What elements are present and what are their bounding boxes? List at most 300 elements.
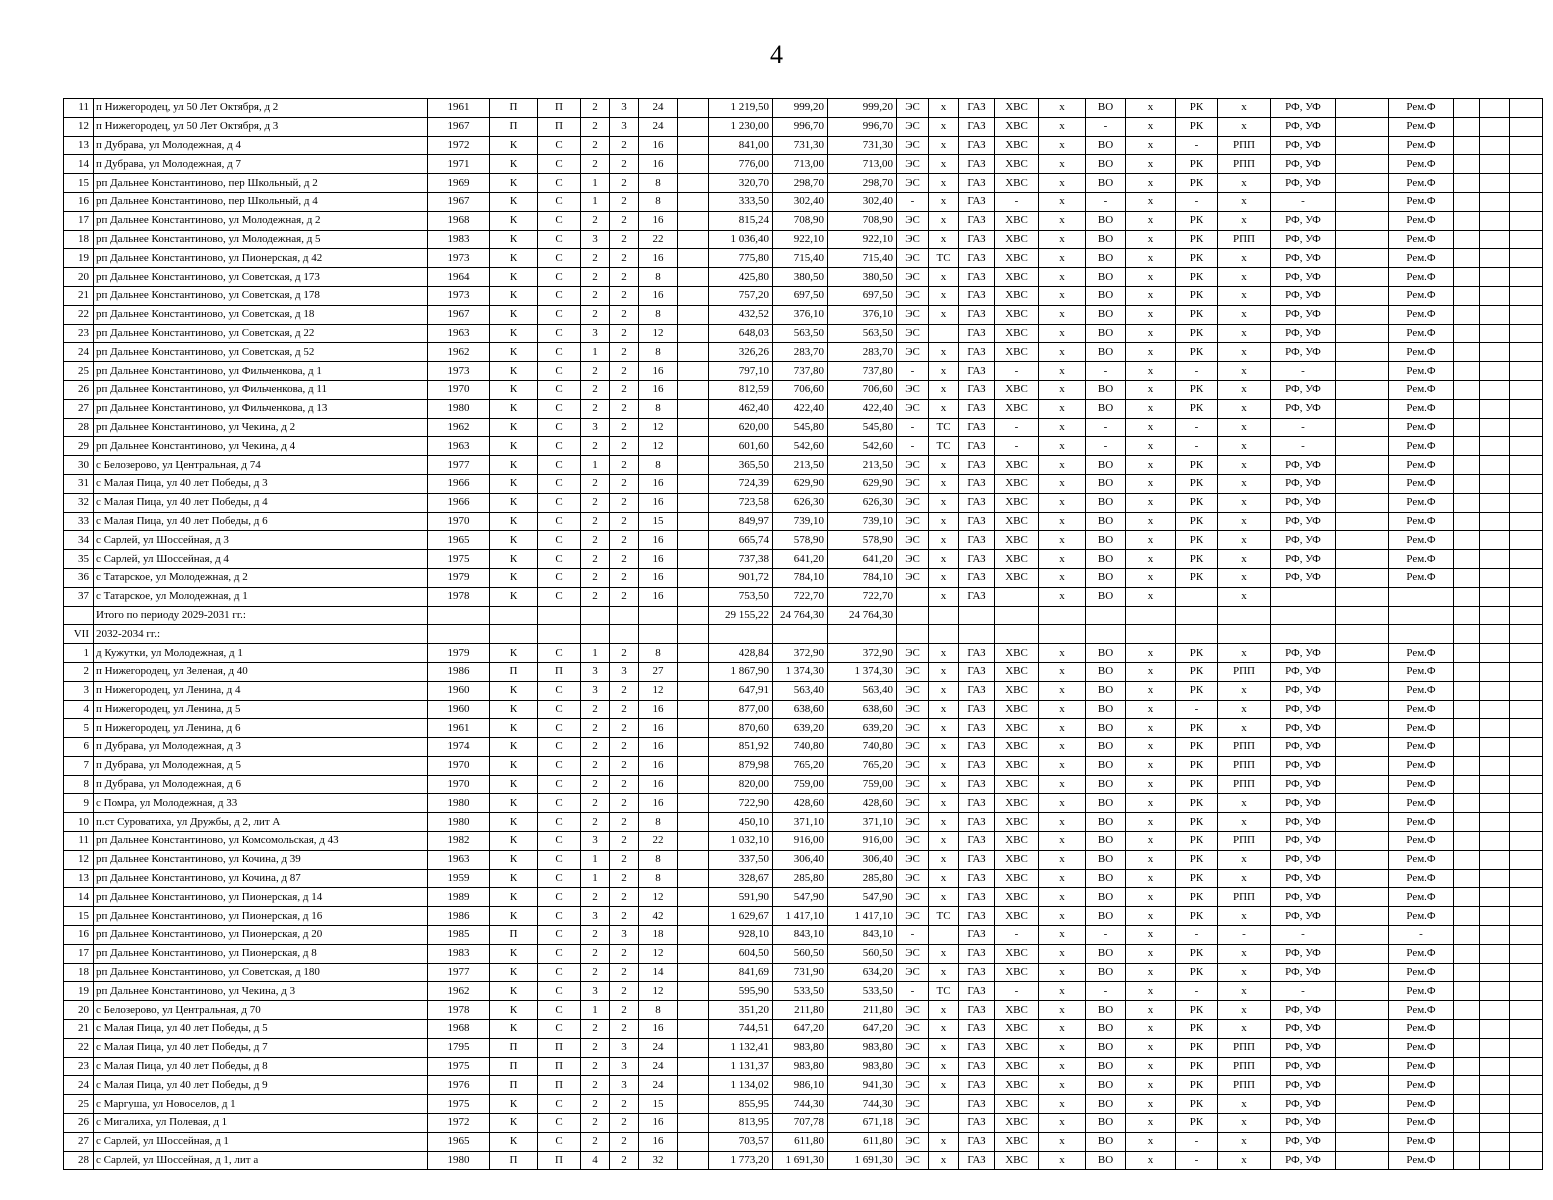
cell-e3	[1480, 606, 1510, 625]
cell-x2	[1126, 606, 1176, 625]
cell-addr: рп Дальнее Константиново, ул Чекина, д 4	[94, 437, 428, 456]
cell-rem: Рем.Ф	[1389, 362, 1454, 381]
cell-ts: x	[929, 1057, 959, 1076]
cell-area2: 1 691,30	[828, 1151, 897, 1170]
cell-roof: С	[538, 174, 581, 193]
cell-year: 1970	[428, 756, 490, 775]
cell-rf: РФ, УФ	[1271, 700, 1336, 719]
cell-rpp: x	[1218, 380, 1271, 399]
cell-x2: x	[1126, 756, 1176, 775]
cell-ts: ТС	[929, 437, 959, 456]
cell-es: ЭС	[897, 174, 929, 193]
cell-rf: -	[1271, 437, 1336, 456]
cell-x2: x	[1126, 211, 1176, 230]
cell-area2: 371,10	[828, 813, 897, 832]
cell-gaz: ГАЗ	[959, 963, 995, 982]
cell-wm: К	[490, 286, 538, 305]
cell-gvs: x	[1039, 982, 1086, 1001]
cell-area2: 542,60	[828, 437, 897, 456]
cell-blank	[678, 362, 709, 381]
cell-total: 1 134,02	[709, 1076, 773, 1095]
cell-vo: ВО	[1086, 775, 1126, 794]
cell-year: 1961	[428, 99, 490, 118]
cell-blank	[678, 794, 709, 813]
cell-wm: К	[490, 437, 538, 456]
cell-gaz: ГАЗ	[959, 512, 995, 531]
cell-e1	[1336, 531, 1389, 550]
cell-e3	[1480, 662, 1510, 681]
cell-blank	[678, 719, 709, 738]
cell-rk: РК	[1176, 888, 1218, 907]
cell-rf: РФ, УФ	[1271, 343, 1336, 362]
cell-ts: x	[929, 99, 959, 118]
cell-e4	[1510, 305, 1543, 324]
cell-fl: 2	[610, 286, 639, 305]
cell-e3	[1480, 343, 1510, 362]
cell-rpp: x	[1218, 305, 1271, 324]
cell-e2	[1454, 850, 1480, 869]
cell-total: 326,26	[709, 343, 773, 362]
cell-rem: Рем.Ф	[1389, 211, 1454, 230]
cell-es: ЭС	[897, 1132, 929, 1151]
cell-wm: К	[490, 832, 538, 851]
cell-year: 1983	[428, 944, 490, 963]
cell-es: ЭС	[897, 1057, 929, 1076]
cell-year: 1974	[428, 738, 490, 757]
cell-x2: x	[1126, 644, 1176, 663]
cell-es: ЭС	[897, 1020, 929, 1039]
cell-area2: 629,90	[828, 474, 897, 493]
cell-ent: 1	[581, 343, 610, 362]
cell-no: 15	[64, 907, 94, 926]
cell-e3	[1480, 437, 1510, 456]
cell-gvs: x	[1039, 474, 1086, 493]
cell-gvs: x	[1039, 850, 1086, 869]
cell-living: 371,10	[773, 813, 828, 832]
cell-apts	[639, 625, 678, 644]
cell-total: 901,72	[709, 568, 773, 587]
cell-e3	[1480, 1095, 1510, 1114]
cell-living: 1 691,30	[773, 1151, 828, 1170]
cell-area2: 283,70	[828, 343, 897, 362]
cell-rf: РФ, УФ	[1271, 662, 1336, 681]
cell-e3	[1480, 738, 1510, 757]
cell-rf: РФ, УФ	[1271, 155, 1336, 174]
cell-no: 18	[64, 963, 94, 982]
cell-ts: x	[929, 230, 959, 249]
cell-vo: ВО	[1086, 99, 1126, 118]
cell-e4	[1510, 174, 1543, 193]
cell-rpp: x	[1218, 174, 1271, 193]
cell-hvs	[995, 587, 1039, 606]
cell-hvs: ХВС	[995, 550, 1039, 569]
cell-e4	[1510, 362, 1543, 381]
cell-e3	[1480, 99, 1510, 118]
cell-total: 320,70	[709, 174, 773, 193]
cell-gvs: x	[1039, 1076, 1086, 1095]
cell-e1	[1336, 700, 1389, 719]
cell-wm: К	[490, 719, 538, 738]
cell-gvs: x	[1039, 192, 1086, 211]
cell-gaz: ГАЗ	[959, 286, 995, 305]
cell-es: ЭС	[897, 756, 929, 775]
cell-rk: РК	[1176, 775, 1218, 794]
cell-vo: ВО	[1086, 963, 1126, 982]
cell-rem: Рем.Ф	[1389, 813, 1454, 832]
cell-e2	[1454, 380, 1480, 399]
cell-rk	[1176, 606, 1218, 625]
cell-living: 647,20	[773, 1020, 828, 1039]
cell-year: 1962	[428, 982, 490, 1001]
cell-no: 12	[64, 117, 94, 136]
cell-rem: Рем.Ф	[1389, 550, 1454, 569]
cell-no: 6	[64, 738, 94, 757]
cell-rk: -	[1176, 982, 1218, 1001]
cell-apts: 16	[639, 550, 678, 569]
cell-gvs: x	[1039, 813, 1086, 832]
cell-x2: x	[1126, 380, 1176, 399]
table-row	[64, 587, 1543, 606]
cell-year: 1962	[428, 418, 490, 437]
cell-ts: x	[929, 719, 959, 738]
cell-blank	[678, 155, 709, 174]
cell-area2: 563,40	[828, 681, 897, 700]
cell-roof: С	[538, 850, 581, 869]
cell-living: 560,50	[773, 944, 828, 963]
cell-rpp: РПП	[1218, 832, 1271, 851]
cell-rk: -	[1176, 437, 1218, 456]
cell-rk: -	[1176, 700, 1218, 719]
cell-rk: РК	[1176, 907, 1218, 926]
cell-gaz: ГАЗ	[959, 738, 995, 757]
cell-e2	[1454, 324, 1480, 343]
table-row	[64, 775, 1543, 794]
cell-year: 1967	[428, 117, 490, 136]
cell-fl: 3	[610, 99, 639, 118]
cell-ts: x	[929, 512, 959, 531]
cell-hvs: ХВС	[995, 531, 1039, 550]
cell-ts: x	[929, 362, 959, 381]
cell-wm: К	[490, 174, 538, 193]
cell-x2: x	[1126, 192, 1176, 211]
cell-roof: С	[538, 418, 581, 437]
cell-e2	[1454, 456, 1480, 475]
cell-rf: РФ, УФ	[1271, 1132, 1336, 1151]
cell-gvs: x	[1039, 869, 1086, 888]
cell-year: 1980	[428, 1151, 490, 1170]
cell-gaz: ГАЗ	[959, 1001, 995, 1020]
cell-hvs: -	[995, 982, 1039, 1001]
cell-hvs: ХВС	[995, 832, 1039, 851]
cell-ent: 1	[581, 850, 610, 869]
cell-e2	[1454, 756, 1480, 775]
cell-rpp: x	[1218, 587, 1271, 606]
cell-area2: 715,40	[828, 249, 897, 268]
cell-total: 855,95	[709, 1095, 773, 1114]
cell-gvs: x	[1039, 305, 1086, 324]
cell-addr: рп Дальнее Константиново, ул Молодежная, д 2	[94, 211, 428, 230]
cell-ent: 2	[581, 512, 610, 531]
cell-roof: С	[538, 926, 581, 945]
cell-e2	[1454, 512, 1480, 531]
cell-e2	[1454, 926, 1480, 945]
cell-gaz: ГАЗ	[959, 944, 995, 963]
cell-roof	[538, 606, 581, 625]
cell-fl: 2	[610, 211, 639, 230]
cell-e3	[1480, 587, 1510, 606]
cell-roof: С	[538, 1001, 581, 1020]
cell-area2: 706,60	[828, 380, 897, 399]
cell-es: ЭС	[897, 738, 929, 757]
cell-e3	[1480, 756, 1510, 775]
cell-gvs: x	[1039, 155, 1086, 174]
cell-ent: 2	[581, 99, 610, 118]
cell-living: 563,50	[773, 324, 828, 343]
cell-gaz	[959, 606, 995, 625]
cell-es: -	[897, 982, 929, 1001]
cell-roof: С	[538, 644, 581, 663]
cell-ts: x	[929, 662, 959, 681]
cell-rpp: РПП	[1218, 1057, 1271, 1076]
cell-x2: x	[1126, 719, 1176, 738]
cell-rk: РК	[1176, 681, 1218, 700]
cell-roof: П	[538, 99, 581, 118]
cell-gvs	[1039, 625, 1086, 644]
cell-rf: РФ, УФ	[1271, 286, 1336, 305]
cell-year	[428, 606, 490, 625]
table-row	[64, 738, 1543, 757]
cell-gaz: ГАЗ	[959, 136, 995, 155]
cell-gaz: ГАЗ	[959, 174, 995, 193]
cell-addr: п Дубрава, ул Молодежная, д 4	[94, 136, 428, 155]
cell-rem: Рем.Ф	[1389, 869, 1454, 888]
cell-ent: 2	[581, 211, 610, 230]
cell-wm: К	[490, 512, 538, 531]
cell-no: 7	[64, 756, 94, 775]
cell-hvs: -	[995, 437, 1039, 456]
cell-e4	[1510, 944, 1543, 963]
cell-x2	[1126, 625, 1176, 644]
cell-gaz: ГАЗ	[959, 1057, 995, 1076]
cell-rpp: x	[1218, 362, 1271, 381]
cell-e3	[1480, 625, 1510, 644]
cell-rpp: x	[1218, 249, 1271, 268]
cell-addr: рп Дальнее Константиново, ул Фильченкова, д 11	[94, 380, 428, 399]
cell-total: 591,90	[709, 888, 773, 907]
cell-fl: 2	[610, 305, 639, 324]
cell-rpp: x	[1218, 719, 1271, 738]
cell-hvs	[995, 606, 1039, 625]
cell-ent: 2	[581, 1114, 610, 1133]
cell-rpp: x	[1218, 1020, 1271, 1039]
cell-rem: Рем.Ф	[1389, 155, 1454, 174]
cell-ts: x	[929, 794, 959, 813]
cell-no: 15	[64, 174, 94, 193]
cell-e3	[1480, 1001, 1510, 1020]
cell-gvs: x	[1039, 550, 1086, 569]
cell-gaz: ГАЗ	[959, 1076, 995, 1095]
cell-gvs: x	[1039, 249, 1086, 268]
cell-gvs: x	[1039, 286, 1086, 305]
cell-e2	[1454, 1057, 1480, 1076]
cell-gaz: ГАЗ	[959, 550, 995, 569]
cell-e1	[1336, 775, 1389, 794]
cell-es: ЭС	[897, 907, 929, 926]
cell-addr: рп Дальнее Константиново, ул Фильченкова, д 1	[94, 362, 428, 381]
cell-ts: x	[929, 1020, 959, 1039]
cell-e4	[1510, 493, 1543, 512]
cell-hvs: ХВС	[995, 493, 1039, 512]
table-row	[64, 1095, 1543, 1114]
cell-e1	[1336, 1038, 1389, 1057]
cell-fl: 2	[610, 324, 639, 343]
cell-e2	[1454, 888, 1480, 907]
cell-rf: РФ, УФ	[1271, 174, 1336, 193]
table-row	[64, 963, 1543, 982]
cell-living: 542,60	[773, 437, 828, 456]
cell-apts: 8	[639, 268, 678, 287]
cell-e2	[1454, 117, 1480, 136]
cell-rem: Рем.Ф	[1389, 117, 1454, 136]
cell-no: 11	[64, 832, 94, 851]
cell-e1	[1336, 813, 1389, 832]
cell-hvs: ХВС	[995, 1095, 1039, 1114]
cell-gvs: x	[1039, 343, 1086, 362]
cell-total: 724,39	[709, 474, 773, 493]
cell-e4	[1510, 230, 1543, 249]
cell-e4	[1510, 681, 1543, 700]
cell-wm: К	[490, 700, 538, 719]
cell-e4	[1510, 775, 1543, 794]
cell-e2	[1454, 343, 1480, 362]
cell-area2: 744,30	[828, 1095, 897, 1114]
cell-no: 19	[64, 982, 94, 1001]
cell-hvs: ХВС	[995, 963, 1039, 982]
cell-year: 1968	[428, 211, 490, 230]
cell-blank	[678, 211, 709, 230]
cell-e1	[1336, 211, 1389, 230]
cell-fl: 3	[610, 1057, 639, 1076]
cell-blank	[678, 982, 709, 1001]
cell-year	[428, 625, 490, 644]
cell-fl: 3	[610, 1076, 639, 1095]
cell-e2	[1454, 531, 1480, 550]
cell-rpp: x	[1218, 456, 1271, 475]
cell-rk: РК	[1176, 738, 1218, 757]
cell-addr: рп Дальнее Константиново, ул Кочина, д 87	[94, 869, 428, 888]
cell-rf: РФ, УФ	[1271, 1076, 1336, 1095]
cell-es: ЭС	[897, 324, 929, 343]
cell-x2: x	[1126, 982, 1176, 1001]
cell-addr: с Татарское, ул Молодежная, д 2	[94, 568, 428, 587]
cell-ent: 3	[581, 230, 610, 249]
cell-addr: с Малая Пица, ул 40 лет Победы, д 3	[94, 474, 428, 493]
cell-fl	[610, 625, 639, 644]
table-row	[64, 1001, 1543, 1020]
cell-area2: 545,80	[828, 418, 897, 437]
cell-total: 928,10	[709, 926, 773, 945]
cell-no: 13	[64, 136, 94, 155]
table-row	[64, 1020, 1543, 1039]
cell-year: 1960	[428, 700, 490, 719]
cell-addr: п Дубрава, ул Молодежная, д 3	[94, 738, 428, 757]
cell-living: 996,70	[773, 117, 828, 136]
cell-e1	[1336, 568, 1389, 587]
cell-rk: РК	[1176, 662, 1218, 681]
cell-addr: рп Дальнее Константиново, ул Советская, д 22	[94, 324, 428, 343]
cell-total: 841,69	[709, 963, 773, 982]
cell-gvs: x	[1039, 324, 1086, 343]
cell-wm: К	[490, 550, 538, 569]
cell-roof: С	[538, 963, 581, 982]
cell-es: ЭС	[897, 305, 929, 324]
cell-no: 34	[64, 531, 94, 550]
cell-rem: Рем.Ф	[1389, 1151, 1454, 1170]
cell-gvs: x	[1039, 719, 1086, 738]
cell-gvs: x	[1039, 136, 1086, 155]
cell-apts: 12	[639, 437, 678, 456]
cell-fl: 2	[610, 155, 639, 174]
cell-e1	[1336, 738, 1389, 757]
cell-vo: ВО	[1086, 474, 1126, 493]
cell-blank	[678, 531, 709, 550]
cell-gvs: x	[1039, 1114, 1086, 1133]
cell-vo: ВО	[1086, 1020, 1126, 1039]
cell-rem: Рем.Ф	[1389, 1132, 1454, 1151]
cell-year: 1970	[428, 775, 490, 794]
cell-vo: ВО	[1086, 136, 1126, 155]
cell-addr: п Нижегородец, ул Зеленая, д 40	[94, 662, 428, 681]
cell-living	[773, 625, 828, 644]
cell-ts: x	[929, 550, 959, 569]
cell-rem	[1389, 606, 1454, 625]
cell-ts: x	[929, 343, 959, 362]
cell-roof: С	[538, 907, 581, 926]
cell-gaz: ГАЗ	[959, 1095, 995, 1114]
table-row	[64, 1114, 1543, 1133]
cell-e4	[1510, 1095, 1543, 1114]
cell-apts: 8	[639, 192, 678, 211]
cell-living: 533,50	[773, 982, 828, 1001]
cell-e2	[1454, 362, 1480, 381]
cell-es: ЭС	[897, 474, 929, 493]
cell-e2	[1454, 963, 1480, 982]
cell-ent: 2	[581, 380, 610, 399]
cell-wm: К	[490, 813, 538, 832]
cell-roof: П	[538, 1038, 581, 1057]
cell-hvs: ХВС	[995, 907, 1039, 926]
cell-e2	[1454, 399, 1480, 418]
cell-total: 450,10	[709, 813, 773, 832]
cell-wm: П	[490, 1057, 538, 1076]
cell-rk: РК	[1176, 474, 1218, 493]
cell-x2: x	[1126, 832, 1176, 851]
cell-rpp: РПП	[1218, 738, 1271, 757]
cell-area2: 639,20	[828, 719, 897, 738]
cell-rpp: РПП	[1218, 1038, 1271, 1057]
cell-no: 22	[64, 305, 94, 324]
cell-gaz: ГАЗ	[959, 794, 995, 813]
cell-apts: 15	[639, 1095, 678, 1114]
cell-e1	[1336, 681, 1389, 700]
cell-vo: ВО	[1086, 738, 1126, 757]
cell-e4	[1510, 437, 1543, 456]
cell-apts: 16	[639, 719, 678, 738]
cell-no: 19	[64, 249, 94, 268]
cell-gvs: x	[1039, 117, 1086, 136]
cell-apts: 16	[639, 249, 678, 268]
cell-e2	[1454, 944, 1480, 963]
